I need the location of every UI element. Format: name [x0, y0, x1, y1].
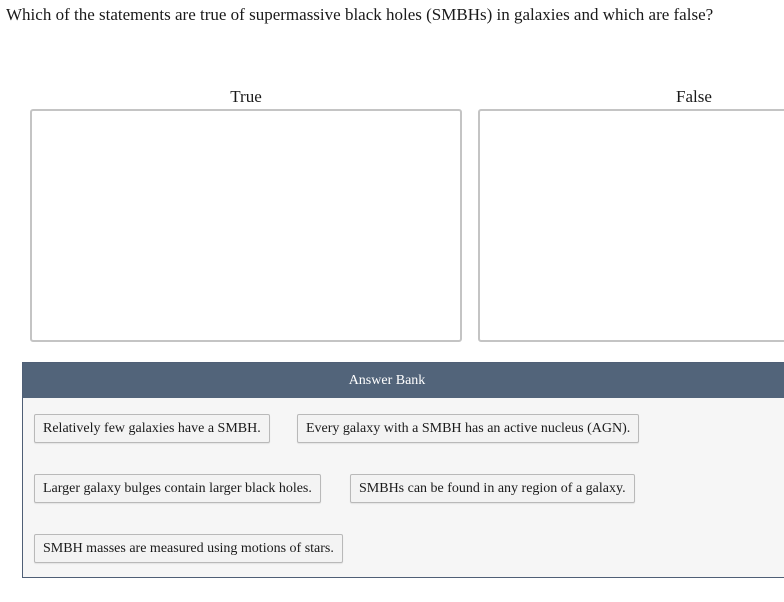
- answer-bank-title: Answer Bank: [23, 363, 784, 398]
- answer-chip-larger-bulges[interactable]: Larger galaxy bulges contain larger black holes.: [34, 474, 321, 503]
- false-drop-zone[interactable]: [478, 109, 784, 342]
- answer-bank: [22, 362, 784, 578]
- false-bin-label: False: [676, 87, 712, 106]
- true-drop-zone[interactable]: [30, 109, 462, 342]
- answer-chip-any-region[interactable]: SMBHs can be found in any region of a galaxy.: [350, 474, 635, 503]
- answer-chip-smbh-masses[interactable]: SMBH masses are measured using motions of stars.: [34, 534, 343, 563]
- question-text: Which of the statements are true of supermassive black holes (SMBHs) in galaxies and which are false?: [6, 5, 714, 24]
- answer-chip-every-galaxy-agn[interactable]: Every galaxy with a SMBH has an active nucleus (AGN).: [297, 414, 639, 443]
- true-bin-label: True: [230, 87, 262, 106]
- answer-chip-few-galaxies-smbh[interactable]: Relatively few galaxies have a SMBH.: [34, 414, 270, 443]
